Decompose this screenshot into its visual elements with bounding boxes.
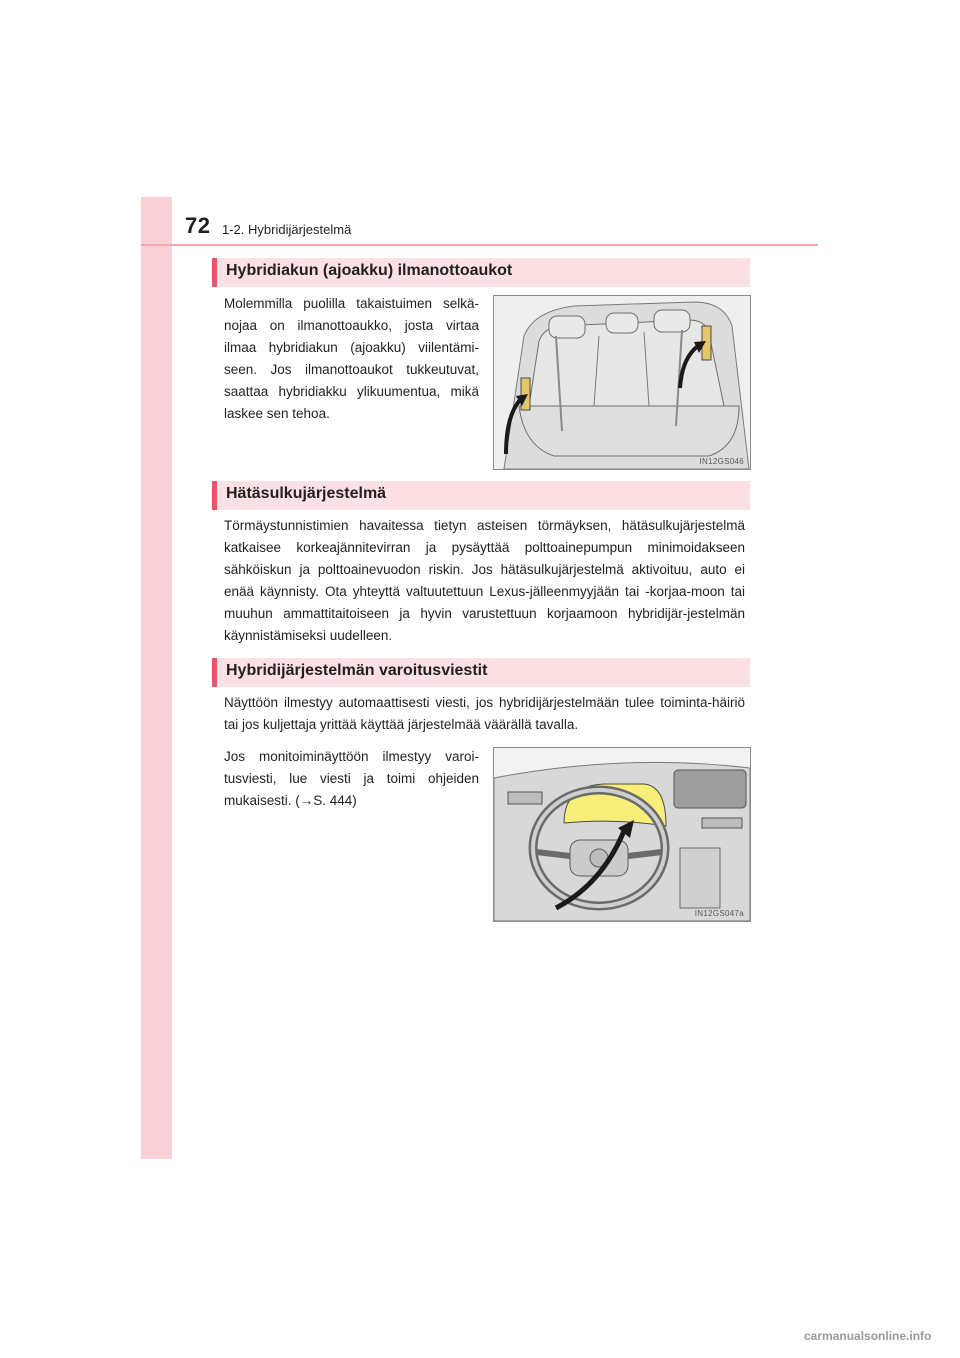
section-text: Näyttöön ilmestyy automaattisesti viesti, jos hybridijärjestelmään tulee toiminta-häiriö tai jos kuljettaja yrittää käyttää järjestelmää väärällä tavalla. (224, 695, 745, 732)
figure-code: IN12GS046 (699, 457, 744, 466)
footer-watermark: carmanualsonline.info (804, 1329, 932, 1343)
section-text: Törmäystunnistimien havaitessa tietyn asteisen törmäyksen, hätäsulkujärjestelmä katkaisee korkeajännitevirran ja pysäyttää polttoainepumpun minimoidakseen sähköiskun ja polttoainevuodon riskin. Jos hätäsulkujärjestelmä aktivoituu, auto ei enää käynnisty. Ota yhteyttä valtuutettuun Lexus-jälleenmyyjään tai -korjaa-moon tai muuhun ammattitaitoiseen ja hyvin varustettuun korjaamoon hybridijär-jestelmän käynnistämiseksi uudelleen. (224, 518, 745, 643)
figure-code: IN12GS047a (694, 909, 744, 918)
rear-seat-illustration (494, 296, 750, 469)
side-band (141, 197, 172, 1159)
dashboard-illustration (494, 748, 750, 921)
section-accent (212, 658, 217, 687)
section-accent (212, 481, 217, 510)
section-text: Molemmilla puolilla takaistuimen selkä-nojaa on ilmanottoaukko, josta virtaa ilmaa hybridiakun (ajoakku) viilentämi-seen. Jos ilmanottoaukot tukkeutuvat, saattaa hybridiakku ylikuumentua, mikä laskee sen tehoa. (224, 296, 479, 421)
dashboard-figure (493, 747, 751, 922)
section-heading-air-intake (212, 258, 750, 287)
section-accent (212, 258, 217, 287)
section-title: Hybridijärjestelmän varoitusviestit (226, 662, 488, 679)
page-footer (0, 1312, 960, 1358)
rear-seat-figure (493, 295, 751, 470)
section-title: Hybridiakun (ajoakku) ilmanottoaukot (226, 262, 513, 279)
page-number: 72 (185, 213, 211, 238)
section-heading-warning-messages (212, 658, 750, 687)
section-title: Hätäsulkujärjestelmä (226, 485, 387, 502)
section-text-secondary: Jos monitoiminäyttöön ilmestyy varoi-tusviesti, lue viesti ja toimi ohjeiden mukaisesti. (→S. 444) (224, 749, 479, 808)
chapter-title: 1-2. Hybridijärjestelmä (222, 222, 352, 237)
section-heading-emergency-shutoff (212, 481, 750, 510)
header-rule (141, 244, 818, 246)
